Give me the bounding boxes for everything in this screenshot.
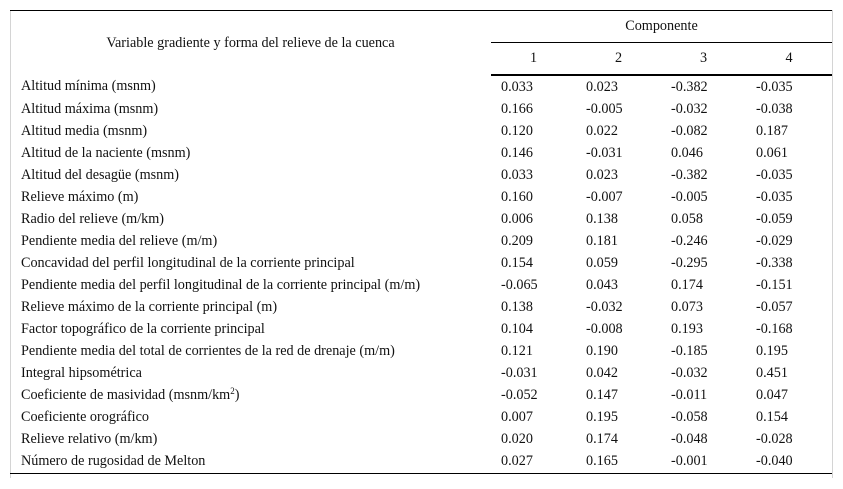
row-label (10, 142, 491, 164)
component-4-value: -0.151 (756, 276, 793, 293)
component-1-value: 0.027 (491, 450, 576, 474)
component-1-value: -0.052 (501, 386, 538, 403)
component-2-value: -0.031 (586, 144, 623, 161)
row-label (10, 318, 491, 340)
component-4-value: 0.061 (756, 144, 788, 161)
table-row (10, 340, 832, 362)
table-row (10, 230, 832, 252)
row-label-text: Radio del relieve (m/km) (21, 210, 165, 227)
component-2-value: 0.147 (586, 386, 618, 403)
component-3-value: -0.295 (671, 254, 708, 271)
component-3-value: -0.058 (671, 408, 708, 425)
table-body (10, 75, 832, 474)
row-label-text: Relieve relativo (m/km) (21, 430, 158, 447)
component-4-header: 4 (746, 43, 832, 76)
component-1-value: 0.166 (501, 100, 533, 117)
component-1-value: 0.006 (501, 210, 533, 227)
components-table (10, 10, 832, 474)
component-4-value: -0.028 (756, 430, 793, 447)
component-4-value: -0.035 (756, 78, 793, 95)
component-1-value: 0.007 (501, 408, 533, 425)
table-row (10, 406, 832, 428)
component-3-value: 0.193 (671, 320, 703, 337)
component-2-value: 0.023 (586, 166, 618, 183)
component-4-value: 0.154 (756, 408, 788, 425)
table-row (10, 98, 832, 120)
row-label (10, 428, 491, 450)
row-label-text: Pendiente media del relieve (m/m) (21, 232, 218, 249)
component-1-header: 1 (491, 43, 576, 76)
component-2-value: -0.005 (586, 100, 623, 117)
row-label-text: Altitud mínima (msnm) (21, 78, 156, 94)
table-row (10, 186, 832, 208)
component-2-value: 0.138 (586, 210, 618, 227)
component-3-value: -0.246 (671, 232, 708, 249)
row-label-text: Altitud máxima (msnm) (21, 100, 159, 117)
row-label-suffix: ) (234, 386, 240, 403)
component-2-value: 0.181 (586, 232, 618, 249)
component-1-value: 0.020 (501, 430, 533, 447)
table-row (10, 208, 832, 230)
component-4-value: -0.168 (756, 320, 793, 337)
row-label-text: Altitud del desagüe (msnm) (21, 166, 180, 183)
table-row (10, 450, 832, 474)
table-row (10, 142, 832, 164)
row-label-text: Altitud media (msnm) (21, 122, 148, 139)
component-4-value: -0.038 (756, 100, 793, 117)
table-row (10, 120, 832, 142)
component-1-value: 0.154 (501, 254, 533, 271)
row-label (10, 274, 491, 296)
row-label-superscript: 2 (230, 385, 235, 396)
component-2-value: 0.059 (586, 254, 618, 271)
row-label (10, 164, 491, 186)
component-group-header: Componente (491, 11, 832, 43)
table-row (10, 362, 832, 384)
row-label (10, 340, 491, 362)
component-1-value: 0.121 (501, 342, 533, 359)
component-1-value: 0.209 (501, 232, 533, 249)
component-2-value: 0.023 (586, 78, 618, 95)
row-label (10, 186, 491, 208)
component-3-value: -0.032 (671, 100, 708, 117)
component-2-value: -0.032 (586, 298, 623, 315)
component-4-value: -0.059 (756, 210, 793, 227)
component-3-value: -0.005 (671, 188, 708, 205)
component-1-value: -0.065 (501, 276, 538, 293)
row-label-text: Factor topográfico de la corriente principal (21, 320, 265, 337)
row-label (10, 230, 491, 252)
component-2-header: 2 (576, 43, 661, 76)
component-1-value: 0.033 (501, 166, 533, 183)
component-2-value: 0.042 (586, 364, 618, 381)
component-4-value: 0.195 (756, 342, 788, 359)
component-4-value: -0.029 (756, 232, 793, 249)
table-header (10, 11, 832, 76)
component-3-value: -0.382 (671, 78, 708, 95)
row-label (10, 75, 491, 98)
component-1-value: 0.146 (501, 144, 533, 161)
table-row (10, 318, 832, 340)
component-3-value: -0.082 (671, 122, 708, 139)
table-row (10, 75, 832, 98)
component-3-value: -0.382 (671, 166, 708, 183)
component-4-value: -0.057 (756, 298, 793, 315)
component-4-value: -0.338 (756, 254, 793, 271)
component-4-value: -0.035 (756, 188, 793, 205)
component-3-value: 0.073 (671, 298, 703, 315)
row-label-text: Relieve máximo (m) (21, 188, 139, 205)
row-label (10, 296, 491, 318)
table-row (10, 252, 832, 274)
component-2-value: -0.008 (586, 320, 623, 337)
component-2-value: 0.190 (586, 342, 618, 359)
row-label-text: Relieve máximo de la corriente principal (m) (21, 298, 278, 315)
row-label-text: Concavidad del perfil longitudinal de la corriente principal (21, 254, 355, 271)
component-1-value: 0.033 (501, 78, 533, 95)
row-label (10, 208, 491, 230)
component-1-value: 0.138 (501, 298, 533, 315)
row-label (10, 120, 491, 142)
component-1-value: 0.120 (501, 122, 533, 139)
row-label-text: Altitud de la naciente (msnm) (21, 144, 191, 161)
component-4-value: 0.187 (756, 122, 788, 139)
component-4-value: 0.451 (756, 364, 788, 381)
row-label (10, 406, 491, 428)
row-label (10, 450, 491, 474)
component-1-value: 0.160 (501, 188, 533, 205)
component-1-value: 0.104 (501, 320, 533, 337)
component-4-value: -0.040 (746, 450, 832, 474)
component-2-value: 0.022 (586, 122, 618, 139)
component-3-value: -0.048 (671, 430, 708, 447)
variable-column-header: Variable gradiente y forma del relieve de la cuenca (10, 11, 491, 76)
component-2-value: 0.165 (576, 450, 661, 474)
row-label-text: Número de rugosidad de Melton (21, 453, 206, 469)
component-3-header: 3 (661, 43, 746, 76)
component-3-value: -0.185 (671, 342, 708, 359)
row-label-text: Coeficiente orográfico (21, 408, 150, 425)
row-label-text: Pendiente media del perfil longitudinal de la corriente principal (m/m) (21, 276, 421, 293)
component-2-value: 0.043 (586, 276, 618, 293)
table-row (10, 428, 832, 450)
component-4-value: -0.035 (756, 166, 793, 183)
component-1-value: -0.031 (501, 364, 538, 381)
table-row (10, 296, 832, 318)
row-label (10, 362, 491, 384)
component-4-value: 0.047 (756, 386, 788, 403)
row-label (10, 384, 491, 406)
component-3-value: 0.058 (671, 210, 703, 227)
table-row (10, 274, 832, 296)
component-3-value: -0.032 (671, 364, 708, 381)
component-3-value: -0.001 (661, 450, 746, 474)
row-label (10, 252, 491, 274)
row-label-text: Pendiente media del total de corrientes de la red de drenaje (m/m) (21, 342, 395, 359)
component-2-value: 0.174 (586, 430, 618, 447)
table-row (10, 164, 832, 186)
row-label (10, 98, 491, 120)
component-3-value: -0.011 (671, 386, 708, 403)
row-label-text: Coeficiente de masividad (msnm/km (21, 386, 231, 403)
component-3-value: 0.174 (671, 276, 703, 293)
row-label-text: Integral hipsométrica (21, 364, 142, 381)
component-3-value: 0.046 (671, 144, 703, 161)
table-row (10, 384, 832, 406)
component-2-value: -0.007 (586, 188, 623, 205)
component-2-value: 0.195 (586, 408, 618, 425)
